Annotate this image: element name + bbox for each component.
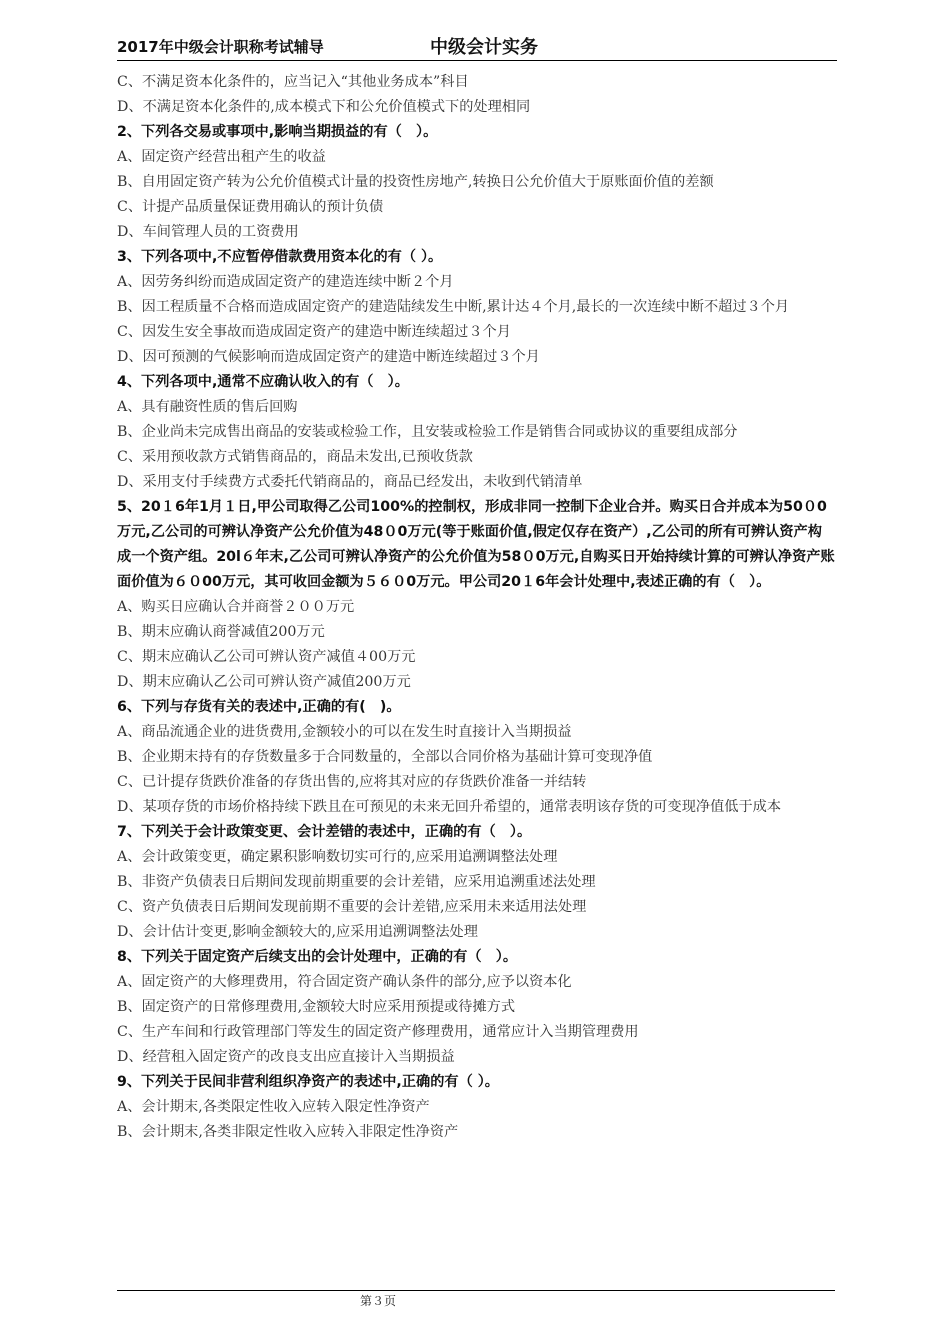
answer-option: C、因发生安全事故而造成固定资产的建造中断连续超过３个月 (117, 324, 511, 340)
answer-option: C、计提产品质量保证费用确认的预计负债 (117, 199, 384, 215)
answer-option: A、具有融资性质的售后回购 (117, 399, 298, 415)
header-subject-title: 中级会计实务 (430, 37, 538, 58)
question-stem: 6、下列与存货有关的表述中,正确的有( )。 (117, 699, 401, 715)
document-body (117, 70, 835, 1145)
answer-option: B、自用固定资产转为公允价值模式计量的投资性房地产,转换日公允价值大于原账面价值的差额 (117, 174, 714, 190)
answer-option: C、生产车间和行政管理部门等发生的固定资产修理费用，通常应计入当期管理费用 (117, 1024, 639, 1040)
answer-option: A、因劳务纠纷而造成固定资产的建造连续中断２个月 (117, 274, 454, 290)
question-stem: 5、20１6年1月１日,甲公司取得乙公司100%的控制权，形成非同一控制下企业合并。购买日合并成本为50０0万元,乙公司的可辨认净资产公允价值为48０0万元(等于账面价值,假定仅存在资产）,乙公司的所有可辨认资产构成一个资产组。20l６年末,乙公司可辨认净资产的公允价值为58０0万元,自购买日开始持续计算的可辨认净资产账面价值为６０00万元，其可收回金额为５６０0万元。甲公司20１6年会计处理中,表述正确的有（ ）。 (117, 499, 835, 590)
question-stem: 4、下列各项中,通常不应确认收入的有（ ）。 (117, 374, 409, 390)
answer-option: D、车间管理人员的工资费用 (117, 224, 299, 240)
answer-option: B、因工程质量不合格而造成固定资产的建造陆续发生中断,累计达４个月,最长的一次连续中断不超过３个月 (117, 299, 790, 315)
answer-option: C、不满足资本化条件的，应当记入“其他业务成本”科目 (117, 74, 469, 90)
answer-option: B、会计期末,各类非限定性收入应转入非限定性净资产 (117, 1124, 459, 1140)
answer-option: B、期末应确认商誉减值200万元 (117, 624, 325, 640)
answer-option: D、某项存货的市场价格持续下跌且在可预见的未来无回升希望的，通常表明该存货的可变现净值低于成本 (117, 799, 782, 815)
answer-option: A、商品流通企业的进货费用,金额较小的可以在发生时直接计入当期损益 (117, 724, 572, 740)
answer-option: A、购买日应确认合并商誉２００万元 (117, 599, 355, 615)
question-stem: 8、下列关于固定资产后续支出的会计处理中，正确的有（ ）。 (117, 949, 518, 965)
answer-option: A、固定资产的大修理费用，符合固定资产确认条件的部分,应予以资本化 (117, 974, 572, 990)
answer-option: D、会计估计变更,影响金额较大的,应采用追溯调整法处理 (117, 924, 478, 940)
answer-option: D、因可预测的气候影响而造成固定资产的建造中断连续超过３个月 (117, 349, 540, 365)
answer-option: A、固定资产经营出租产生的收益 (117, 149, 326, 165)
page-footer (117, 1290, 835, 1308)
question-stem: 7、下列关于会计政策变更、会计差错的表述中，正确的有（ ）。 (117, 824, 532, 840)
answer-option: C、期末应确认乙公司可辨认资产减值４00万元 (117, 649, 416, 665)
answer-option: B、非资产负债表日后期间发现前期重要的会计差错，应采用追溯重述法处理 (117, 874, 596, 890)
page-number: 第３页 (360, 1294, 397, 1308)
answer-option: A、会计期末,各类限定性收入应转入限定性净资产 (117, 1099, 430, 1115)
answer-option: D、经营租入固定资产的改良支出应直接计入当期损益 (117, 1049, 455, 1065)
question-stem: 3、下列各项中,不应暂停借款费用资本化的有（ ）。 (117, 249, 443, 265)
header-exam-title: 2017年中级会计职称考试辅导 (117, 38, 324, 56)
answer-option: B、企业期末持有的存货数量多于合同数量的，全部以合同价格为基础计算可变现净值 (117, 749, 653, 765)
question-stem: 2、下列各交易或事项中,影响当期损益的有（ ）。 (117, 124, 438, 140)
page-header (117, 30, 837, 61)
answer-option: C、采用预收款方式销售商品的，商品未发出,已预收货款 (117, 449, 473, 465)
answer-option: C、已计提存货跌价准备的存货出售的,应将其对应的存货跌价准备一并结转 (117, 774, 587, 790)
answer-option: C、资产负债表日后期间发现前期不重要的会计差错,应采用未来适用法处理 (117, 899, 587, 915)
answer-option: D、不满足资本化条件的,成本模式下和公允价值模式下的处理相同 (117, 99, 531, 115)
question-stem: 9、下列关于民间非营利组织净资产的表述中,正确的有（ ）。 (117, 1074, 499, 1090)
answer-option: A、会计政策变更，确定累积影响数切实可行的,应采用追溯调整法处理 (117, 849, 558, 865)
answer-option: D、期末应确认乙公司可辨认资产减值200万元 (117, 674, 411, 690)
answer-option: B、固定资产的日常修理费用,金额较大时应采用预提或待摊方式 (117, 999, 516, 1015)
answer-option: D、采用支付手续费方式委托代销商品的，商品已经发出，未收到代销清单 (117, 474, 583, 490)
answer-option: B、企业尚未完成售出商品的安装或检验工作，且安装或检验工作是销售合同或协议的重要组成部分 (117, 424, 738, 440)
